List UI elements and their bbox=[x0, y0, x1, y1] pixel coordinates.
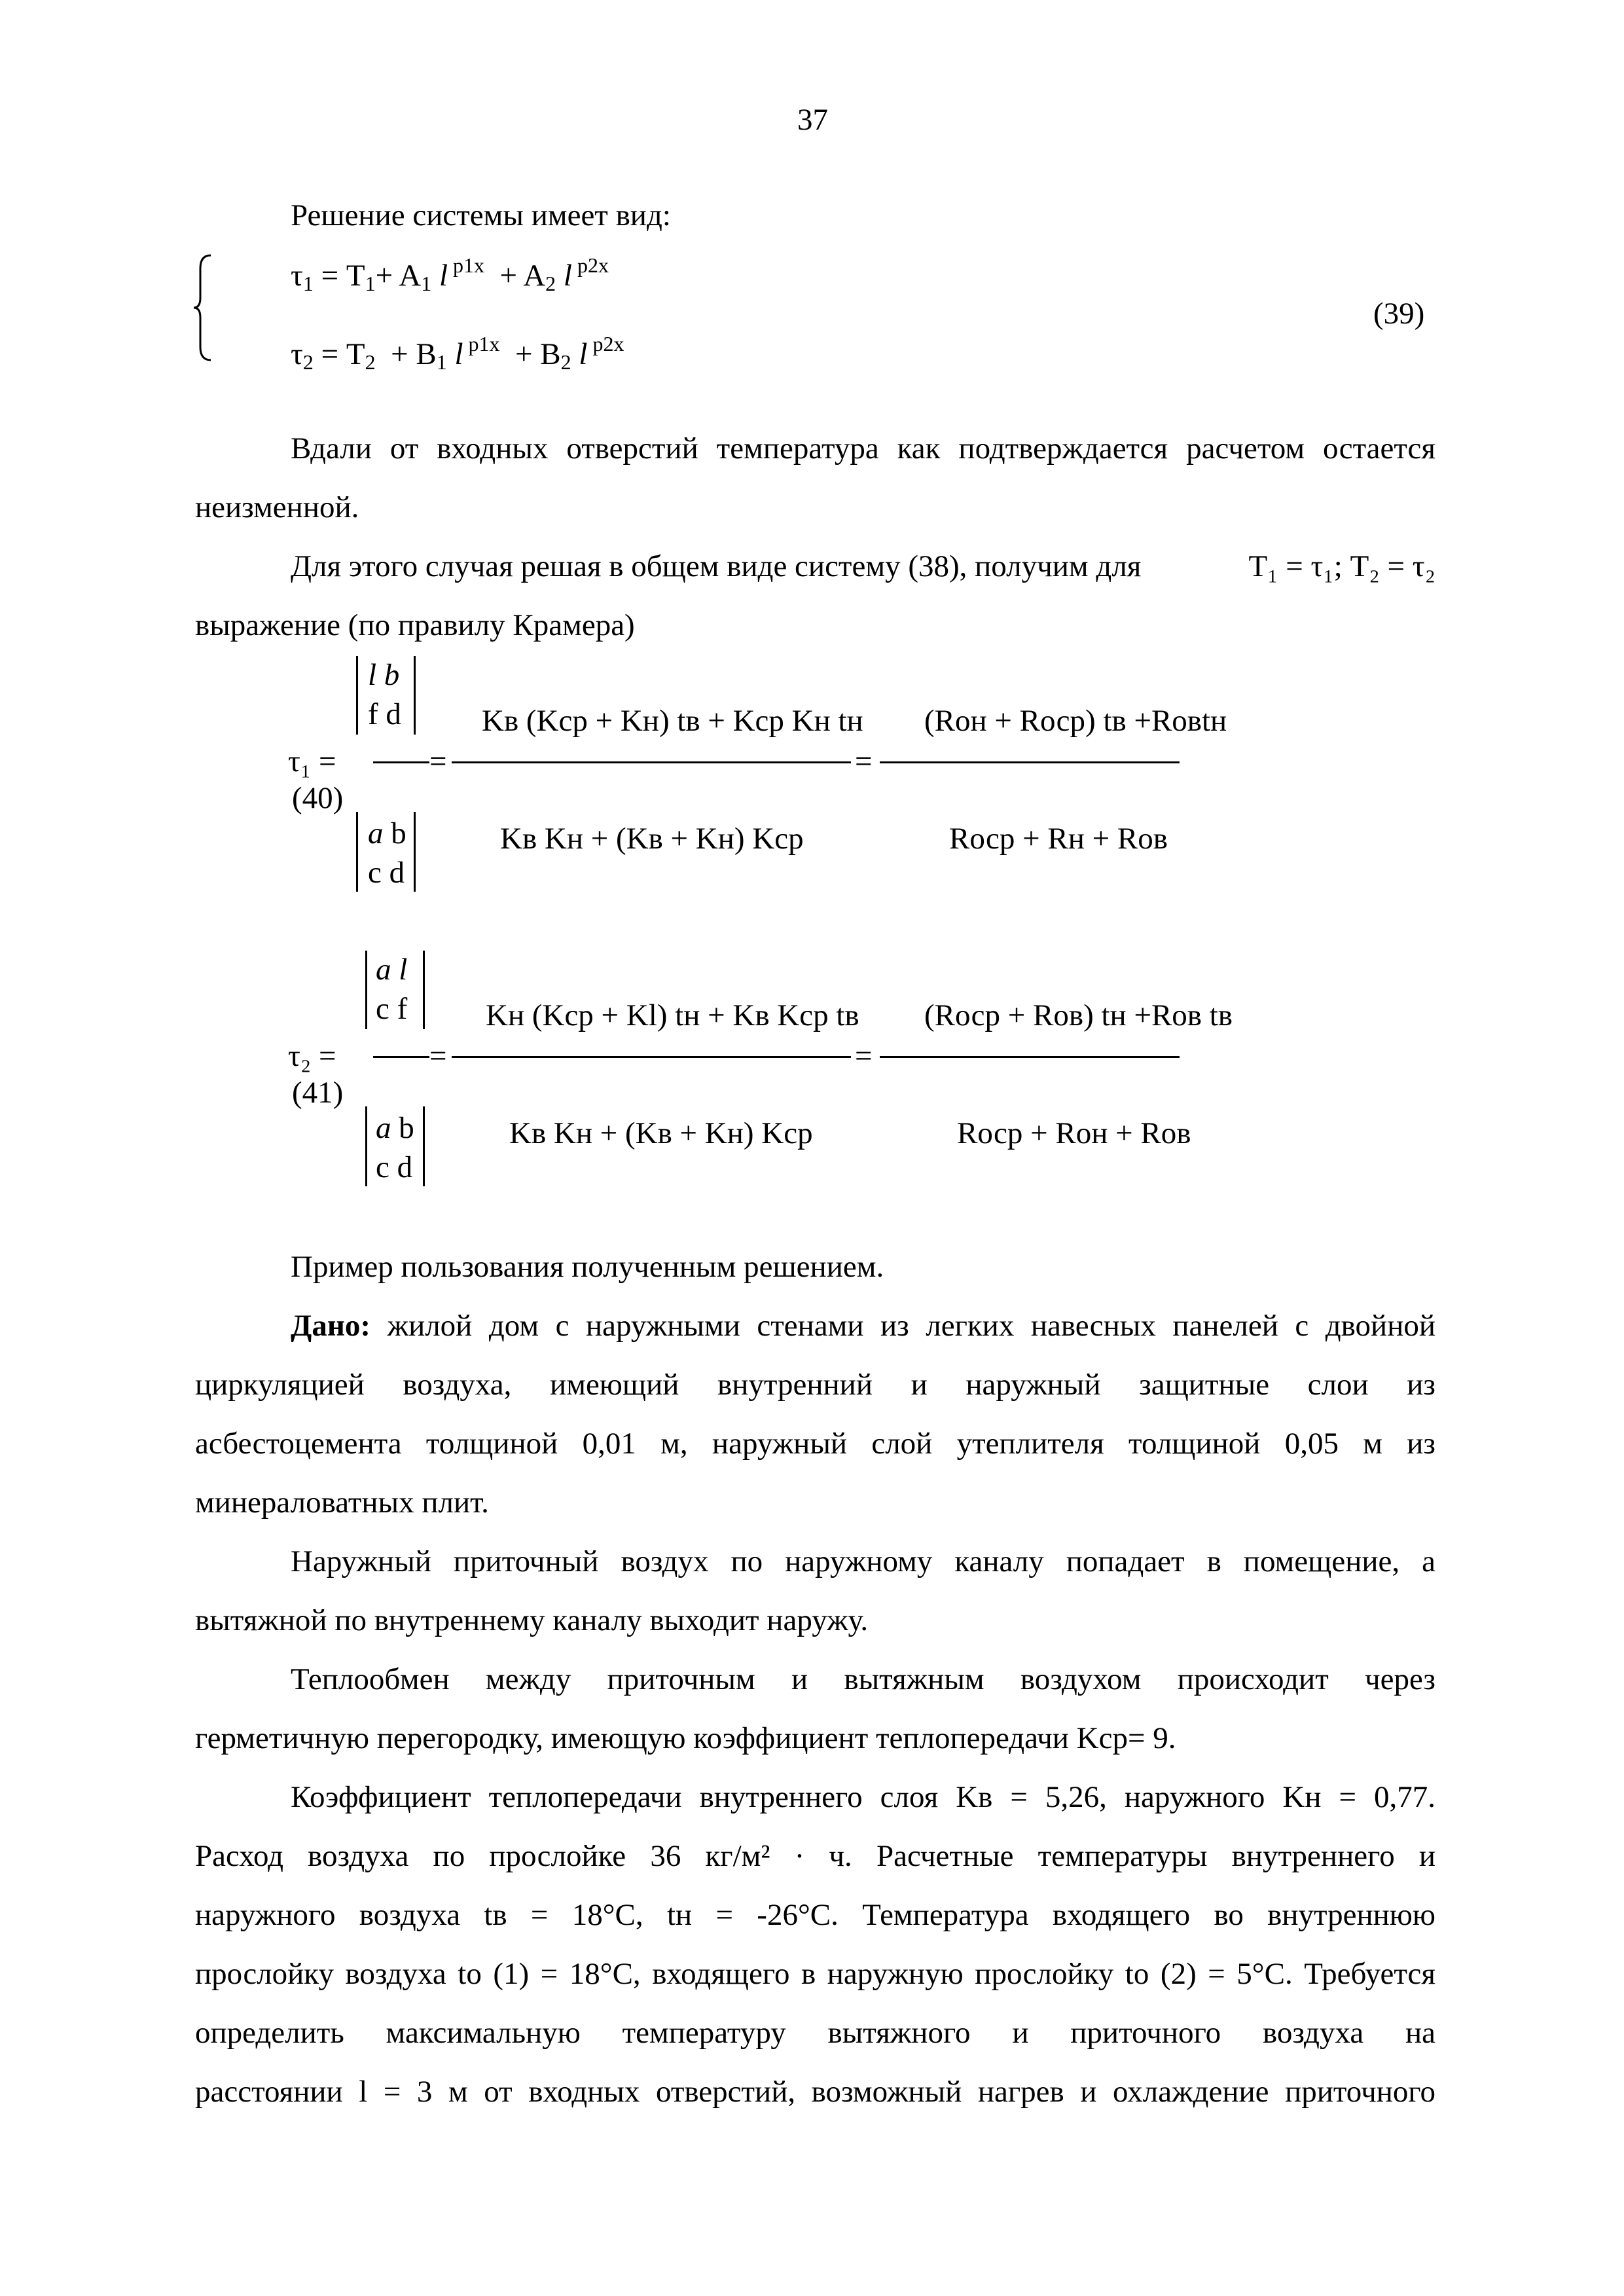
paragraph-far-from-inlets bbox=[195, 419, 1435, 537]
denominator-middle: Kв Kн + (Kв + Kн) Kср bbox=[500, 822, 804, 856]
text-line: расстоянии l = 3 м от входных отверстий, возможный нагрев и охлаждение приточного bbox=[195, 2075, 1435, 2109]
equals-sign: = bbox=[855, 744, 873, 778]
det-numerator-row1: a l bbox=[376, 953, 408, 987]
det-numerator-row2: c f bbox=[376, 992, 408, 1026]
numerator-right: (Rон + Rоср) tв +Rовtн bbox=[924, 704, 1227, 738]
text-line: асбестоцемента толщиной 0,01 м, наружный слой утеплителя толщиной 0,05 м из bbox=[195, 1427, 1435, 1461]
equation-tau1: $\tau_1 = T_1+ A_1$ l $^{p1x} + A_2$ l $^{p2x}$ bbox=[291, 253, 609, 295]
text-line: прослойку воздуха tо (1) = 18°C, входящего в наружную прослойку tо (2) = 5°C. Требуется bbox=[195, 1957, 1435, 1991]
equation-tau2: $\tau_2 = T_2 + B_1$ l $^{p1x} + B_2$ l $^{p2x}$ bbox=[291, 332, 624, 374]
text-line: герметичную перегородку, имеющую коэффициент теплопередачи Kср= 9. bbox=[195, 1721, 1176, 1755]
text-line: Теплообмен между приточным и вытяжным воздухом происходит через bbox=[291, 1662, 1435, 1696]
det-denominator-row2: c d bbox=[376, 1150, 413, 1184]
equals-sign: = bbox=[429, 1039, 447, 1073]
formula-lhs: τ₁ = bbox=[288, 744, 336, 778]
det-denominator-row1: a b bbox=[368, 816, 406, 850]
text-tail: T₁ = τ₁; T₂ = τ₂ bbox=[1248, 549, 1435, 583]
numerator-middle: Kв (Kср + Kн) tв + Kср Kн tн bbox=[482, 704, 863, 738]
numerator-middle: Kн (Kср + Kl) tн + Kв Kср tв bbox=[486, 998, 859, 1032]
paragraph-coefficients bbox=[195, 1768, 1435, 2121]
text-line: наружного воздуха tв = 18°C, tн = -26°C. Температура входящего во внутреннюю bbox=[195, 1898, 1435, 1932]
paragraph-air-flow bbox=[195, 1532, 1435, 1650]
det-numerator-row2: f d bbox=[368, 697, 401, 731]
page-number: 37 bbox=[797, 103, 828, 137]
equation-number-39: (39) bbox=[1373, 297, 1425, 331]
curly-brace-icon bbox=[191, 252, 217, 363]
text-line: Коэффициент теплопередачи внутреннего слоя Kв = 5,26, наружного Kн = 0,77. bbox=[291, 1780, 1435, 1814]
paragraph-given bbox=[195, 1296, 1435, 1532]
text-line: неизменной. bbox=[195, 490, 359, 524]
example-heading: Пример пользования полученным решением. bbox=[291, 1250, 884, 1284]
text-line: вытяжной по внутреннему каналу выходит наружу. bbox=[195, 1603, 869, 1637]
text-line: Наружный приточный воздух по наружному каналу попадает в помещение, а bbox=[291, 1544, 1435, 1578]
denominator-middle: Kв Kн + (Kв + Kн) Kср bbox=[509, 1116, 813, 1150]
det-numerator-row1: l b bbox=[368, 658, 400, 692]
equation-number-40: (40) bbox=[292, 781, 344, 815]
denominator-right: Rоср + Rн + Rов bbox=[949, 822, 1168, 856]
paragraph-cramer-rule bbox=[195, 537, 1435, 655]
given-label: Дано: bbox=[291, 1309, 371, 1343]
formula-lhs: τ₂ = bbox=[288, 1039, 336, 1073]
system-intro-text: Решение системы имеет вид: bbox=[291, 198, 671, 232]
equals-sign: = bbox=[855, 1039, 873, 1073]
equation-number-41: (41) bbox=[292, 1076, 344, 1110]
text-line: минераловатных плит. bbox=[195, 1485, 489, 1520]
text-line: Дано: жилой дом с наружными стенами из легких навесных панелей с двойной bbox=[291, 1309, 1436, 1343]
text-line: Расход воздуха по прослойке 36 кг/м² · ч. Расчетные температуры внутреннего и bbox=[195, 1839, 1435, 1873]
text-line: выражение (по правилу Крамера) bbox=[195, 608, 635, 642]
text-line: циркуляцией воздуха, имеющий внутренний и наружный защитные слои из bbox=[195, 1368, 1435, 1402]
text-line: Вдали от входных отверстий температура как подтверждается расчетом остается bbox=[291, 431, 1435, 465]
det-denominator-row2: c d bbox=[368, 856, 405, 890]
numerator-right: (Rоср + Rов) tн +Rов tв bbox=[924, 998, 1233, 1032]
denominator-right: Rоср + Rон + Rов bbox=[957, 1116, 1191, 1150]
det-denominator-row1: a b bbox=[376, 1111, 414, 1145]
paragraph-heat-exchange bbox=[195, 1650, 1435, 1768]
text-line: определить максимальную температуру вытяжного и приточного воздуха на bbox=[195, 2016, 1435, 2050]
equals-sign: = bbox=[429, 744, 447, 778]
text-line: Для этого случая решая в общем виде систему (38), получим для T₁ = τ₁; T₂ = τ₂ bbox=[195, 537, 1435, 596]
